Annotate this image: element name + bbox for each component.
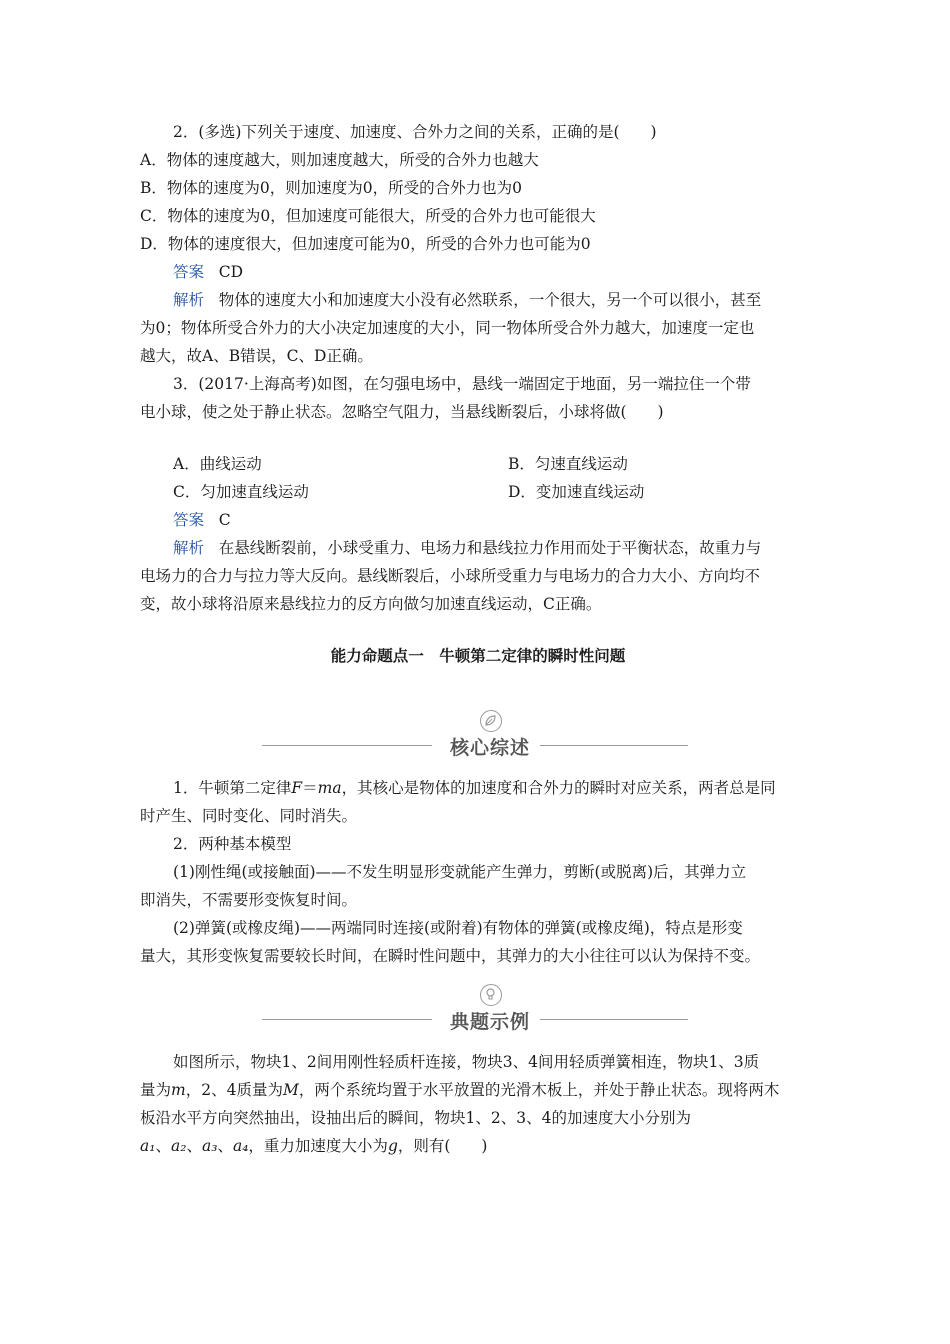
- formula-equals: ＝: [302, 779, 318, 797]
- example-text: 量为: [140, 1081, 172, 1099]
- q3-stem-line-1: 3．(2017·上海高考)如图，在匀强电场中，悬线一端固定于地面，另一端拉住一个带: [173, 375, 751, 393]
- analysis-text: 在悬线断裂前，小球受重力、电场力和悬线拉力作用而处于平衡状态，故重力与: [218, 539, 762, 557]
- core-p1-text-a: 1．牛顿第二定律: [173, 779, 292, 797]
- core-summary-banner: [262, 708, 688, 768]
- core-p3-line-1: (1)刚性绳(或接触面)——不发生明显形变就能产生弹力，剪断(或脱离)后，其弹力立: [173, 863, 747, 881]
- symbol-g: g: [387, 1137, 398, 1155]
- symbol-a3: a₃: [201, 1137, 218, 1155]
- q3-option-a: A．曲线运动: [173, 455, 262, 473]
- analysis-label: 解析: [173, 291, 205, 309]
- core-p3-line-2: 即消失，不需要形变恢复时间。: [140, 891, 358, 909]
- q2-option-b: B．物体的速度为0，则加速度为0，所受的合外力也为0: [140, 179, 522, 197]
- example-banner: [262, 982, 688, 1042]
- separator: 、: [155, 1137, 171, 1155]
- separator: 、: [217, 1137, 233, 1155]
- example-text: ，2、4质量为: [185, 1081, 283, 1099]
- core-p1-line-1: [173, 778, 816, 798]
- core-p4-line-1: (2)弹簧(或橡皮绳)——两端同时连接(或附着)有物体的弹簧(或橡皮绳)，特点是形变: [173, 919, 743, 937]
- section-heading: 能力命题点一 牛顿第二定律的瞬时性问题: [330, 647, 626, 665]
- leaf-icon: [480, 710, 502, 732]
- example-text: ，则有( ): [397, 1137, 488, 1155]
- answer-value: C: [218, 511, 231, 529]
- q2-analysis-line-1: [173, 290, 816, 310]
- q3-analysis-line-2: 电场力的合力与拉力等大反向。悬线断裂后，小球所受重力与电场力的合力大小、方向均不: [140, 567, 761, 585]
- q3-answer: [173, 510, 816, 530]
- divider-left: [262, 1019, 432, 1020]
- example-title: 典题示例: [449, 1011, 530, 1033]
- q3-option-d: D．变加速直线运动: [508, 483, 645, 501]
- q2-analysis-line-2: 为0；物体所受合外力的大小决定加速度的大小，同一物体所受合外力越大，加速度一定也: [140, 319, 755, 337]
- q2-option-d: D．物体的速度很大，但加速度可能为0，所受的合外力也可能为0: [140, 235, 591, 253]
- formula-f: F: [291, 779, 303, 797]
- symbol-a1: a₁: [140, 1137, 156, 1155]
- q3-option-b: B．匀速直线运动: [508, 455, 628, 473]
- symbol-m: m: [171, 1081, 186, 1099]
- lightbulb-icon: [480, 984, 502, 1006]
- formula-ma: ma: [317, 779, 342, 797]
- answer-label: 答案: [173, 511, 205, 529]
- example-text: ，重力加速度大小为: [248, 1137, 388, 1155]
- q3-analysis-line-3: 变，故小球将沿原来悬线拉力的反方向做匀加速直线运动，C正确。: [140, 595, 602, 613]
- divider-left: [262, 745, 432, 746]
- analysis-label: 解析: [173, 539, 205, 557]
- analysis-text: 物体的速度大小和加速度大小没有必然联系，一个很大，另一个可以很小，甚至: [218, 291, 762, 309]
- symbol-a2: a₂: [170, 1137, 187, 1155]
- core-p2: 2．两种基本模型: [173, 835, 292, 853]
- answer-label: 答案: [173, 263, 205, 281]
- q3-analysis-line-1: [173, 538, 816, 558]
- core-p4-line-2: 量大，其形变恢复需要较长时间，在瞬时性问题中，其弹力的大小往往可以认为保持不变。: [140, 947, 761, 965]
- symbol-big-m: M: [282, 1081, 299, 1099]
- q2-option-c: C．物体的速度为0，但加速度可能很大，所受的合外力也可能很大: [140, 207, 596, 225]
- core-p1-text-b: ，其核心是物体的加速度和合外力的瞬时对应关系，两者总是同: [341, 779, 776, 797]
- q2-option-a: A．物体的速度越大，则加速度越大，所受的合外力也越大: [140, 151, 539, 169]
- example-line-3: 板沿水平方向突然抽出，设抽出后的瞬间，物块1、2、3、4的加速度大小分别为: [140, 1109, 691, 1127]
- q3-stem-line-2: 电小球，使之处于静止状态。忽略空气阻力，当悬线断裂后，小球将做( ): [140, 403, 664, 421]
- example-line-2: [140, 1080, 816, 1100]
- q2-analysis-line-3: 越大，故A、B错误，C、D正确。: [140, 347, 373, 365]
- separator: 、: [186, 1137, 202, 1155]
- answer-value: CD: [218, 263, 244, 281]
- example-line-1: 如图所示，物块1、2间用刚性轻质杆连接，物块3、4间用轻质弹簧相连，物块1、3质: [173, 1053, 760, 1071]
- q2-answer: [173, 262, 816, 282]
- example-line-4: [140, 1136, 816, 1156]
- example-text: ，两个系统均置于水平放置的光滑木板上，并处于静止状态。现将两木: [298, 1081, 780, 1099]
- q2-stem: 2．(多选)下列关于速度、加速度、合外力之间的关系，正确的是( ): [173, 123, 657, 141]
- q3-option-c: C．匀加速直线运动: [173, 483, 309, 501]
- core-summary-title: 核心综述: [449, 737, 530, 759]
- core-p1-line-2: 时产生、同时变化、同时消失。: [140, 807, 358, 825]
- divider-right: [540, 745, 688, 746]
- symbol-a4: a₄: [232, 1137, 249, 1155]
- divider-right: [540, 1019, 688, 1020]
